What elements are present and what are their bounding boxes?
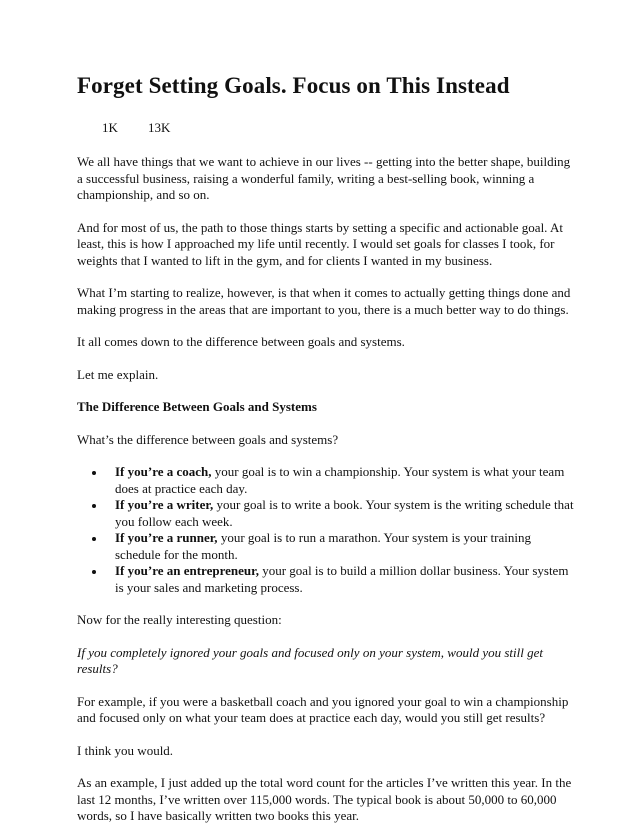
stat-count-1: 1K: [102, 120, 118, 135]
bullet-icon: [92, 504, 96, 508]
paragraph-explain: Let me explain.: [77, 366, 159, 382]
section-heading: The Difference Between Goals and Systems: [77, 399, 317, 414]
examples-list: [77, 464, 577, 596]
list-item-text: your goal is to win a championship. Your system is what your team does at practice each day.: [115, 464, 565, 496]
bullet-icon: [92, 570, 96, 574]
paragraph-goal-setting: And for most of us, the path to those things starts by setting a specific and actionable goal. At least, this is how I approached my life until recently. I would set goals for classes I took, for weights that I wanted to lift in the gym, and for clients I wanted in my business.: [77, 219, 563, 268]
list-item-lead: If you’re an entrepreneur,: [115, 563, 259, 578]
list-item-text: your goal is to build a million dollar business. Your system is your sales and marketing process.: [115, 563, 569, 595]
paragraph-realization: What I’m starting to realize, however, is that when it comes to actually getting things done and making progress in the areas that are important to you, there is a much better way to do things.: [77, 285, 571, 317]
bullet-icon: [92, 537, 96, 541]
paragraph-difference: It all comes down to the difference between goals and systems.: [77, 334, 405, 349]
list-item-lead: If you’re a writer,: [115, 497, 214, 512]
list-item: [114, 563, 577, 596]
paragraph-intro: We all have things that we want to achieve in our lives -- getting into the better shape, building a successful business, raising a wonderful family, writing a best-selling book, winning a championship, and so on.: [77, 154, 571, 202]
list-item-text: your goal is to run a marathon. Your system is your training schedule for the month.: [115, 530, 531, 562]
paragraph-opinion: I think you would.: [77, 742, 174, 758]
paragraph-word-count: As an example, I just added up the total word count for the articles I’ve written this year. In the last 12 months, I’ve written over 115,000 words. The typical book is about 50,000 to 60,000 words, so I have basically written two books this year.: [77, 775, 572, 823]
italic-question-text: If you completely ignored your goals and focused only on your system, would you still get results?: [77, 644, 543, 676]
list-item-lead: If you’re a coach,: [115, 464, 212, 479]
article-stats: [77, 120, 577, 136]
list-item: [114, 497, 577, 530]
paragraph-question: What’s the difference between goals and systems?: [77, 431, 339, 447]
stat-count-2: 13K: [148, 120, 171, 135]
list-item: [114, 464, 577, 497]
list-item: [114, 530, 577, 563]
bullet-icon: [92, 471, 96, 475]
paragraph-interesting: Now for the really interesting question:: [77, 612, 282, 627]
paragraph-italic-question: [77, 645, 577, 678]
article-title: Forget Setting Goals. Focus on This Instead: [77, 73, 510, 98]
article-body: [77, 70, 577, 825]
paragraph-example: For example, if you were a basketball coach and you ignored your goal to win a championship and focused only on what your team does at practice each day, would you still get results?: [77, 693, 569, 725]
list-item-lead: If you’re a runner,: [115, 530, 218, 545]
list-item-text: your goal is to write a book. Your system is the writing schedule that you follow each week.: [115, 497, 574, 529]
